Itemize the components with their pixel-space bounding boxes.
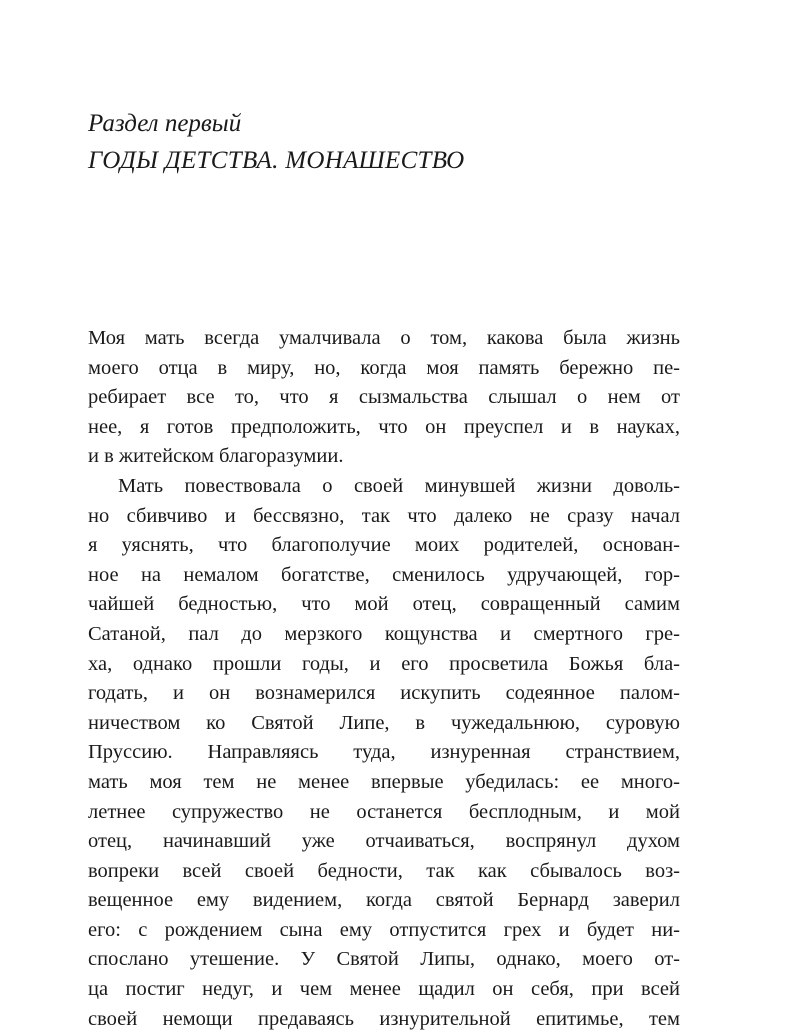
text-line: Моя мать всегда умалчивала о том, какова была жизнь <box>88 327 680 349</box>
text-line: летнее супружество не останется бесплодным, и мой <box>88 800 680 823</box>
text-line: Сатаной, пал до мерзкого кощунства и смертного гре- <box>88 622 680 645</box>
text-line: отец, начинавший уже отчаиваться, воспрянул духом <box>88 830 680 853</box>
text-line: ха, однако прошли годы, и его просветила Божья бла- <box>88 652 680 675</box>
text-line: чайшей бедностью, что мой отец, совращенный самим <box>88 593 680 616</box>
text-line: моего отца в миру, но, когда моя память бережно пе- <box>88 356 680 379</box>
text-line: Пруссию. Направляясь туда, изнуренная странствием, <box>88 741 680 764</box>
text-line: своей немощи предаваясь изнурительной епитимье, тем <box>88 1007 680 1030</box>
text-line: и в житейском благоразумии. <box>88 445 344 468</box>
text-line: ца постиг недуг, и чем менее щадил он себя, при всей <box>88 978 680 1001</box>
text-line: вопреки всей своей бедности, так как сбывалось воз- <box>88 859 680 882</box>
text-line: вещенное ему видением, когда святой Бернард заверил <box>88 889 680 912</box>
section-label: Раздел первый <box>88 110 242 137</box>
text-line: но сбивчиво и бессвязно, так что далеко не сразу начал <box>88 504 680 527</box>
text-line: ничеством ко Святой Липе, в чужедальнюю, суровую <box>88 711 680 734</box>
body-text <box>88 324 680 1034</box>
chapter-title: ГОДЫ ДЕТСТВА. МОНАШЕСТВО <box>88 147 465 174</box>
text-line: нее, я готов предположить, что он преуспел и в науках, <box>88 415 680 438</box>
text-line: его: с рождением сына ему отпустится грех и будет ни- <box>88 918 680 941</box>
text-line: ребирает все то, что я сызмальства слышал о нем от <box>88 386 680 409</box>
text-line: я уяснять, что благополучие моих родителей, основан- <box>88 534 680 557</box>
text-line: мать моя тем не менее впервые убедилась: ее много- <box>88 770 680 793</box>
text-line: годать, и он вознамерился искупить содеянное палом- <box>88 682 680 705</box>
text-line: Мать повествовала о своей минувшей жизни доволь- <box>118 474 680 497</box>
text-line: ное на немалом богатстве, сменилось удручающей, гор- <box>88 563 680 586</box>
text-line: спослано утешение. У Святой Липы, однако, моего от- <box>88 948 680 971</box>
